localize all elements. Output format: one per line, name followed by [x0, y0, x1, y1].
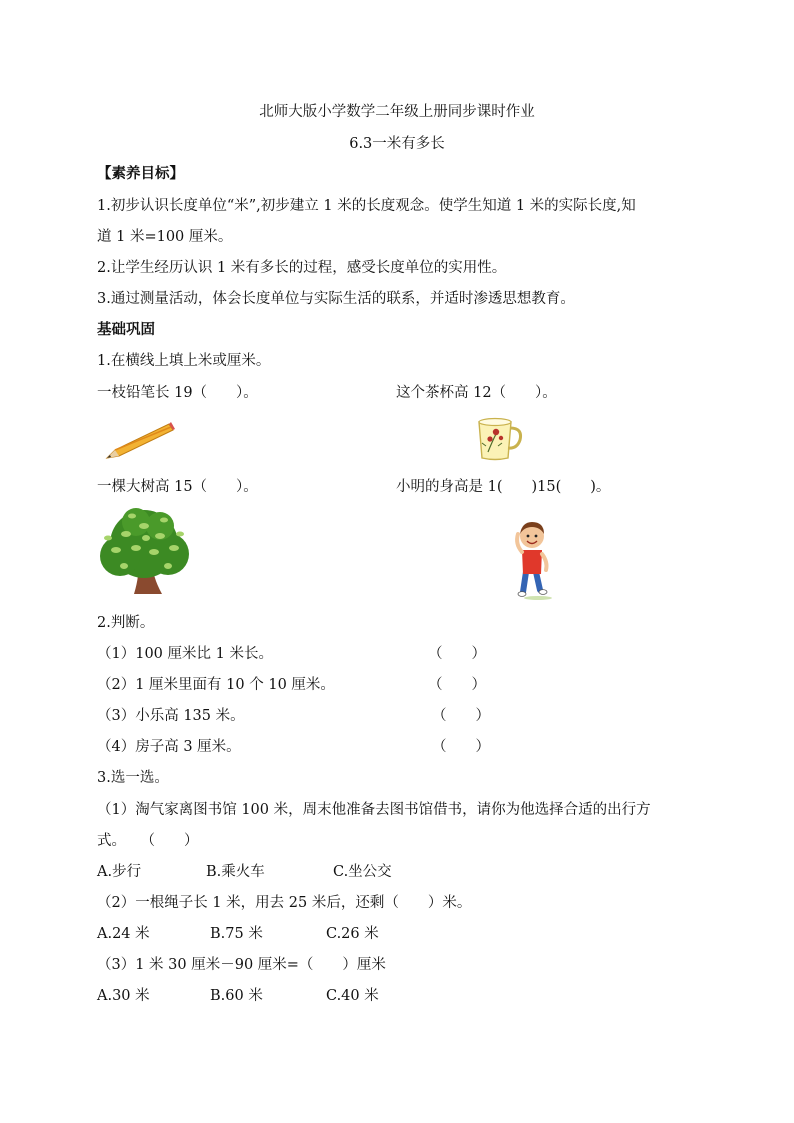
- q3-s3-option-c: C.40 米: [326, 988, 379, 1004]
- goals-heading: 【素养目标】: [97, 165, 184, 182]
- q2-item-2: （2）1 厘米里面有 10 个 10 厘米。: [97, 677, 335, 693]
- q3-title: 3.选一选。: [97, 770, 169, 786]
- q3-s3-option-b: B.60 米: [210, 988, 263, 1004]
- q2-item-3: （3）小乐高 135 米。: [97, 708, 245, 724]
- page-title: 北师大版小学数学二年级上册同步课时作业: [259, 104, 535, 120]
- goal-1-line-2: 道 1 米=100 厘米。: [97, 229, 233, 245]
- q3-s2: （2）一根绳子长 1 米，用去 25 米后，还剩（ ）米。: [97, 895, 472, 911]
- q2-item-1-blank: （ ）: [428, 646, 486, 662]
- q3-s2-option-b: B.75 米: [210, 926, 263, 942]
- q2-item-4: （4）房子高 3 厘米。: [97, 739, 241, 755]
- goal-1-line-1: 1.初步认识长度单位“米”,初步建立 1 米的长度观念。使学生知道 1 米的实际长度,知: [97, 198, 636, 214]
- q3-s1-option-b: B.乘火车: [206, 864, 265, 880]
- q3-s1-option-c: C.坐公交: [333, 864, 392, 880]
- basics-heading: 基础巩固: [97, 321, 155, 338]
- pencil-icon: [103, 422, 175, 462]
- cup-icon: [474, 416, 524, 462]
- goal-3: 3.通过测量活动，体会长度单位与实际生活的联系，并适时渗透思想教育。: [97, 291, 575, 307]
- q1-title: 1.在横线上填上米或厘米。: [97, 353, 271, 369]
- q1-cup-blank: 这个茶杯高 12（ ）。: [396, 385, 557, 401]
- q3-s3: （3）1 米 30 厘米－90 厘米=（ ）厘米: [97, 957, 386, 973]
- q2-item-3-blank: （ ）: [432, 708, 490, 724]
- q2-item-2-blank: （ ）: [428, 677, 486, 693]
- q3-s1-line-2: 式。 （ ）: [97, 833, 199, 849]
- goal-2: 2.让学生经历认识 1 米有多长的过程，感受长度单位的实用性。: [97, 260, 507, 276]
- q1-height-blank: 小明的身高是 1( )15( )。: [396, 479, 611, 495]
- q2-item-1: （1）100 厘米比 1 米长。: [97, 646, 273, 662]
- tree-icon: [96, 508, 192, 598]
- q2-title: 2.判断。: [97, 615, 155, 631]
- page-subtitle: 6.3一米有多长: [349, 136, 445, 152]
- q3-s1-line-1: （1）淘气家离图书馆 100 米，周末他准备去图书馆借书，请你为他选择合适的出行方: [97, 802, 651, 818]
- q1-pencil-blank: 一枝铅笔长 19（ ）。: [97, 385, 258, 401]
- boy-icon: [510, 516, 558, 600]
- q3-s2-option-a: A.24 米: [97, 926, 150, 942]
- q1-tree-blank: 一棵大树高 15（ ）。: [97, 479, 258, 495]
- q3-s1-option-a: A.步行: [97, 864, 142, 880]
- q3-s3-option-a: A.30 米: [97, 988, 150, 1004]
- q2-item-4-blank: （ ）: [432, 739, 490, 755]
- q3-s2-option-c: C.26 米: [326, 926, 379, 942]
